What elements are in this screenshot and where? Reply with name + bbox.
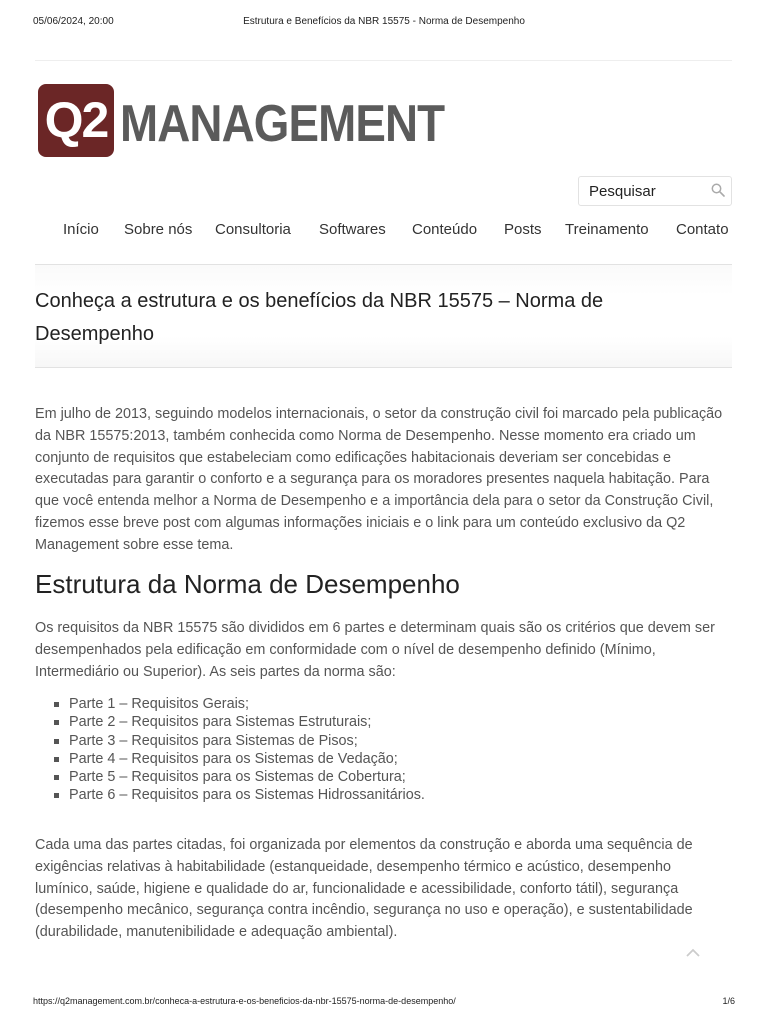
site-logo[interactable] (38, 84, 445, 160)
list-item: Parte 4 – Requisitos para os Sistemas de Vedação; (69, 750, 425, 768)
site-page (35, 60, 732, 991)
list-item: Parte 3 – Requisitos para Sistemas de Pisos; (69, 732, 425, 750)
nav-item-inicio[interactable]: Início (63, 221, 99, 238)
main-nav (35, 221, 732, 251)
article-closing: Cada uma das partes citadas, foi organizada por elementos da construção e aborda uma sequência de exigências relativas à habitabilidade (estanqueidade, desempenho térmico e acústico, desempenho lumínico, saúde, higiene e qualidade do ar, funcionalidade e acessibilidade, conforto tátil), segurança (desempenho mecânico, segurança contra incêndio, segurança no uso e operação), e sustentabilidade (durabilidade, manutenibilidade e adequação ambiental). (35, 837, 693, 941)
print-header (33, 16, 735, 30)
logo-wordmark: MANAGEMENT (120, 95, 445, 153)
parts-list (35, 695, 425, 805)
search-input[interactable] (579, 177, 709, 205)
nav-item-treinamento[interactable]: Treinamento (565, 221, 649, 238)
print-url: https://q2management.com.br/conheca-a-estrutura-e-os-beneficios-da-nbr-15575-norma-de-desempenho/ (33, 996, 456, 1006)
search-icon[interactable] (711, 183, 725, 197)
print-page-number: 1/6 (722, 996, 735, 1006)
list-item: Parte 6 – Requisitos para os Sistemas Hidrossanitários. (69, 787, 425, 804)
print-date: 05/06/2024, 20:00 (33, 16, 114, 27)
list-item: Parte 5 – Requisitos para os Sistemas de Cobertura; (69, 768, 425, 786)
page-title-band (35, 264, 732, 368)
search-box (578, 176, 732, 206)
chevron-up-icon[interactable] (685, 946, 701, 958)
logo-mark: Q2 (38, 84, 114, 157)
print-doc-title: Estrutura e Benefícios da NBR 15575 - Norma de Desempenho (243, 16, 525, 27)
nav-item-posts[interactable]: Posts (504, 221, 542, 238)
print-footer (33, 996, 735, 1010)
list-item: Parte 2 – Requisitos para Sistemas Estruturais; (69, 713, 425, 731)
article-intro: Em julho de 2013, seguindo modelos internacionais, o setor da construção civil foi marcado pela publicação da NBR 15575:2013, também conhecida como Norma de Desempenho. Nesse momento era criado um conjunto de requisitos que estabeleciam como edificações habitacionais deveriam ser concebidas e executadas para garantir o conforto e a segurança para os moradores presentes naquela habitação. Para que você entenda melhor a Norma de Desempenho e a importância dela para o setor da Construção Civil, fizemos esse breve post com algumas informações iniciais e o link para um conteúdo exclusivo da Q2 Management sobre esse tema. (35, 406, 723, 553)
nav-item-conteudo[interactable]: Conteúdo (412, 221, 478, 238)
nav-item-sobre-nos[interactable]: Sobre nós (124, 221, 193, 238)
section-intro: Os requisitos da NBR 15575 são divididos em 6 partes e determinam quais são os critérios que devem ser desempenhados pela edificação em conformidade com o nível de desempenho definido (Mínimo, Intermediário ou Superior). As seis partes da norma são: (35, 620, 715, 680)
nav-item-consultoria[interactable]: Consultoria (215, 221, 291, 238)
page-title: Conheça a estrutura e os benefícios da NBR 15575 – Norma de Desempenho (35, 290, 604, 345)
section-heading: Estrutura da Norma de Desempenho (35, 569, 460, 599)
list-item: Parte 1 – Requisitos Gerais; (69, 695, 425, 713)
nav-item-softwares[interactable]: Softwares (319, 221, 386, 238)
nav-item-contato[interactable]: Contato (676, 221, 729, 238)
